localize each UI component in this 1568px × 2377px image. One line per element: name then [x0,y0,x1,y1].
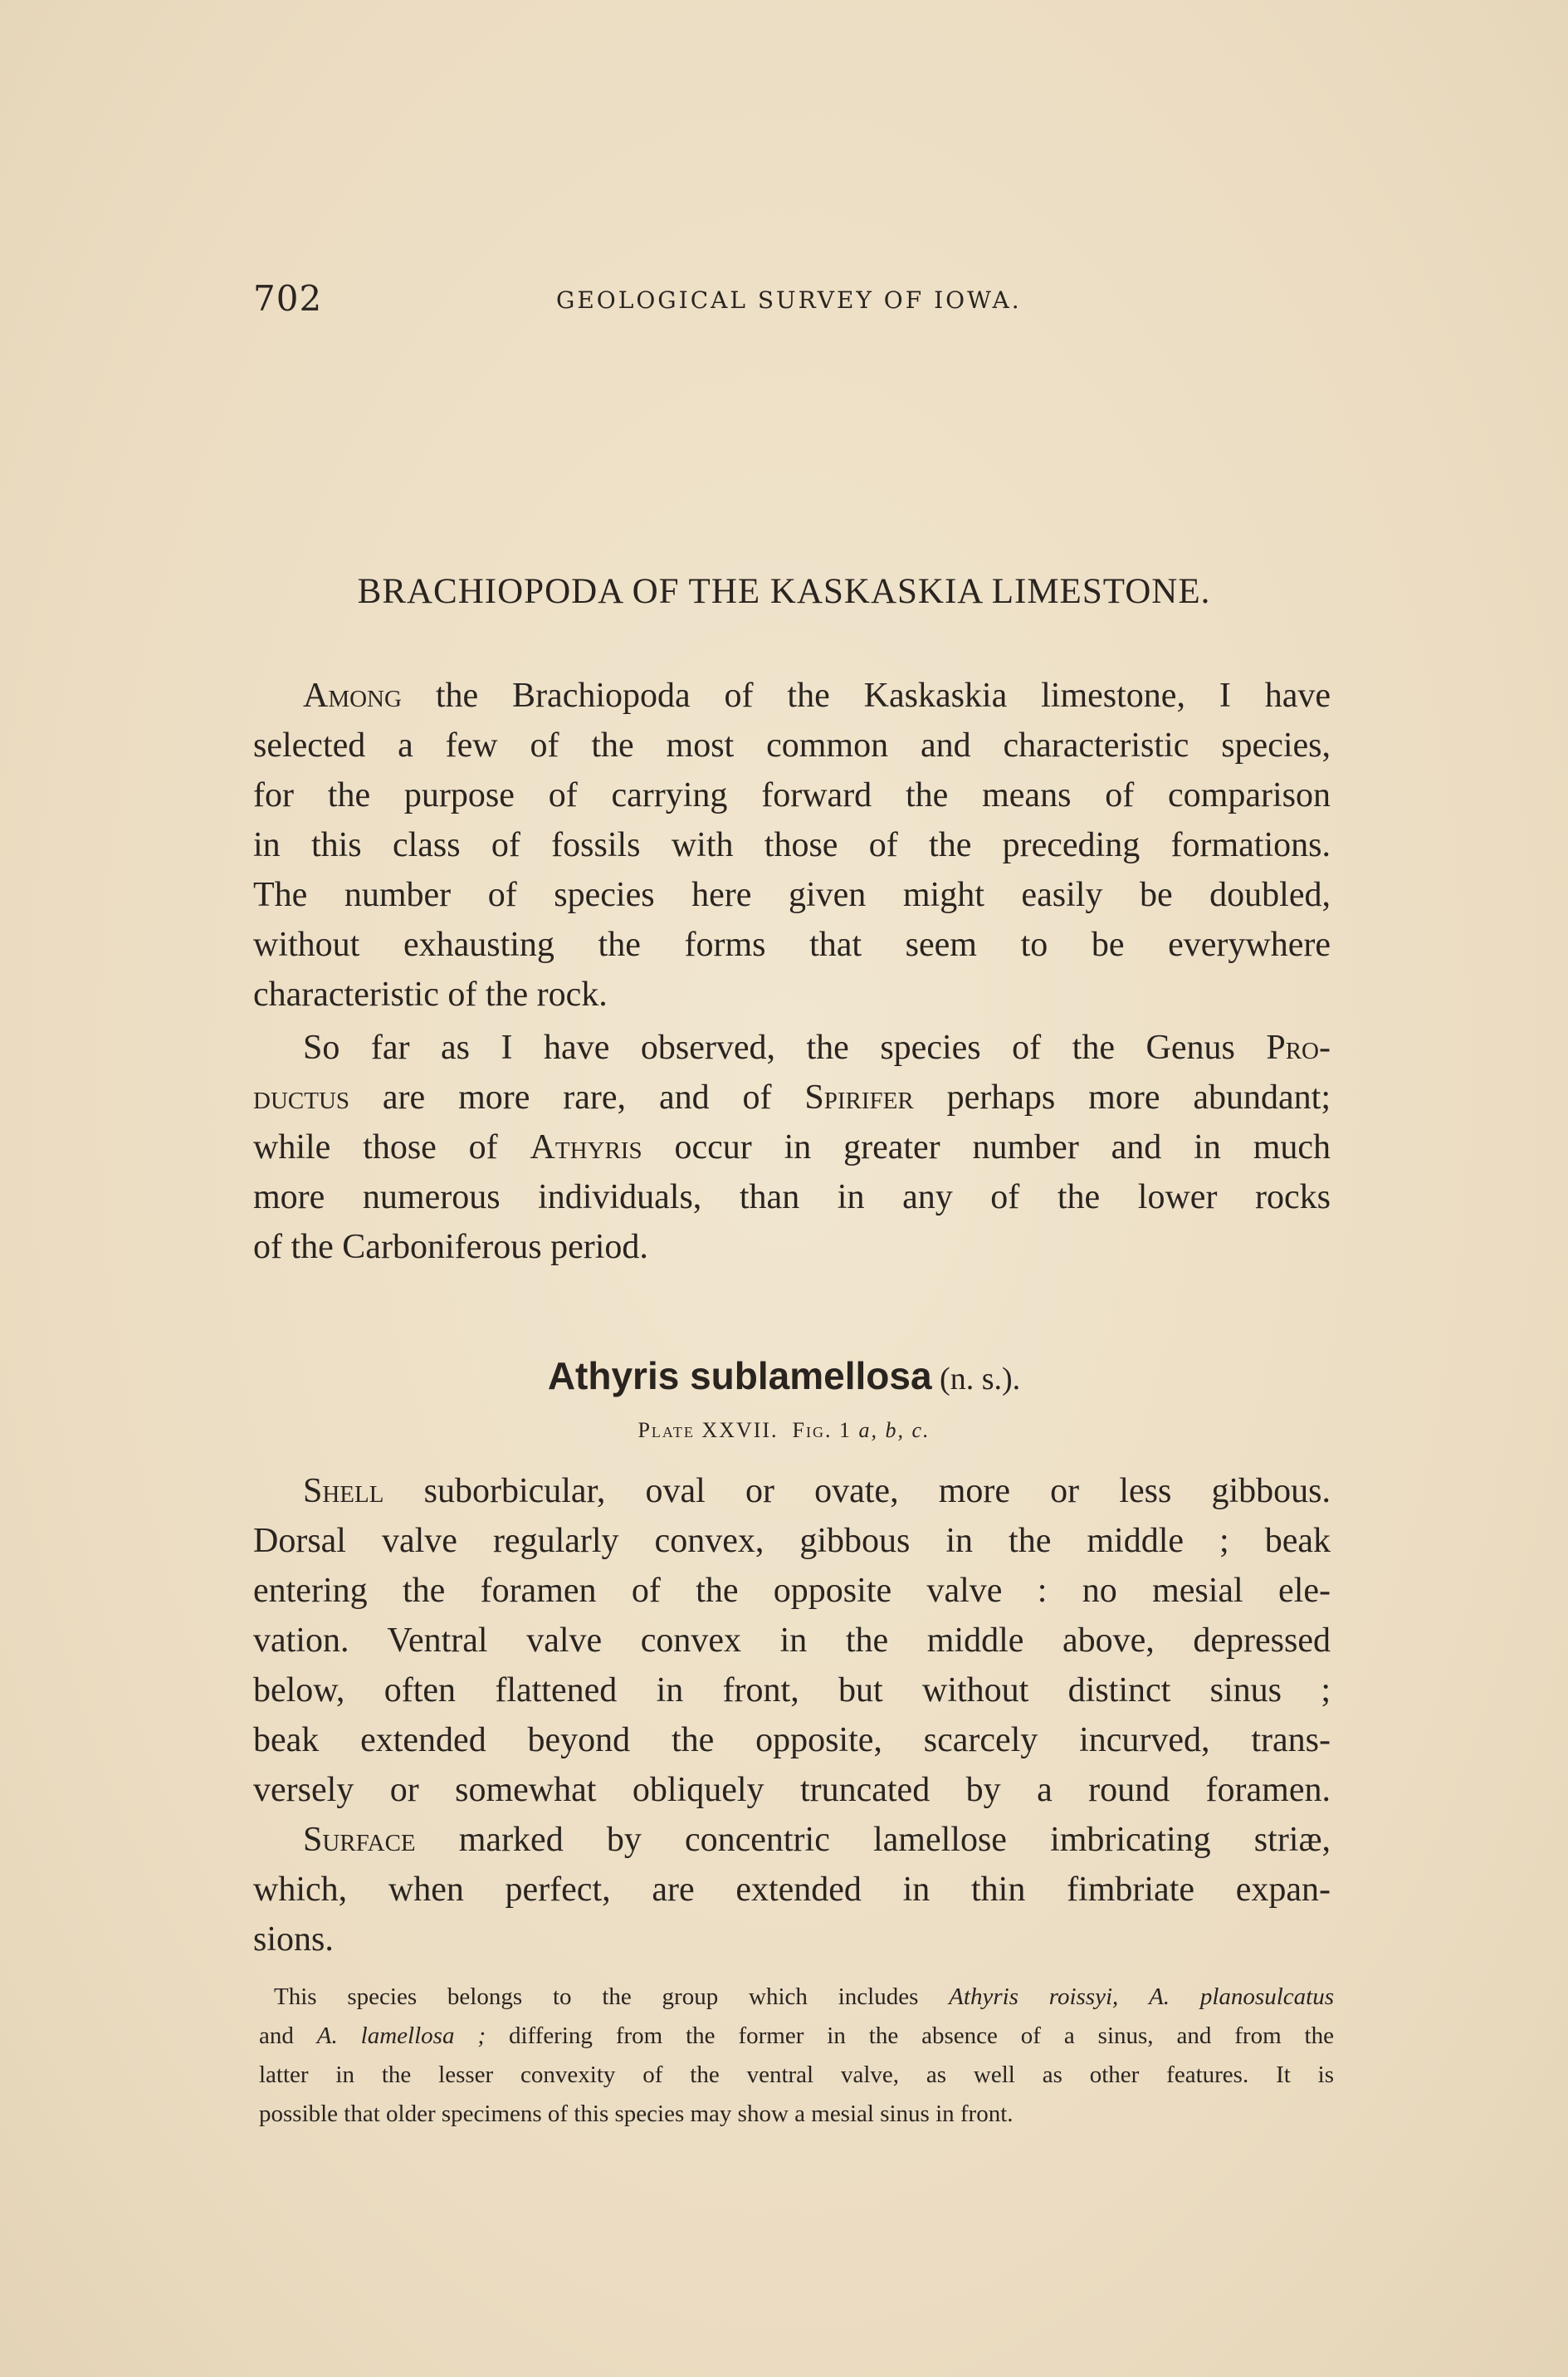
species-reference: A. planosulcatus [1149,1983,1334,2010]
footnote-text [1118,1983,1149,2010]
text-line [253,1815,1331,1865]
genus-name: Spirifer [804,1078,914,1117]
intro-first-word: Among [303,677,402,715]
text-line [253,1023,1331,1073]
species-heading [0,1353,1568,1398]
text-line [253,1466,1331,1516]
shell-first-word: Shell [303,1472,384,1510]
footnote [259,1978,1334,2134]
text-line: entering the foramen of the opposite valve : no mesial ele- [253,1572,1331,1610]
text-line: below, often flattened in front, but without distinct sinus ; [253,1671,1331,1709]
text-line: selected a few of the most common and characteristic species, [253,726,1331,765]
text-line-content: suborbicular, oval or ovate, more or less gibbous. [383,1472,1331,1510]
section-title: BRACHIOPODA OF THE KASKASKIA LIMESTONE. [357,572,1211,611]
text-line: more numerous individuals, than in any of the lower rocks [253,1178,1331,1216]
text-line-content: while those of [253,1128,530,1166]
footnote-line: possible that older specimens of this species may show a mesial sinus in front. [259,2101,1014,2127]
genus-paragraph [253,1023,1331,1272]
footnote-line: latter in the lesser convexity of the ventral valve, as well as other features. It is [259,2062,1334,2088]
text-line-content: occur in greater number and in much [642,1128,1331,1166]
shell-paragraph [253,1466,1331,1815]
text-line: vation. Ventral valve convex in the middle above, depressed [253,1621,1331,1660]
surface-paragraph [253,1815,1331,1964]
fig-label: Fig. 1 [792,1418,852,1442]
genus-name: Athyris [530,1128,642,1166]
text-line: for the purpose of carrying forward the means of comparison [253,776,1331,814]
genus-name: ductus [253,1078,350,1117]
text-line-content: perhaps more abundant; [913,1078,1331,1117]
text-line: sions. [253,1920,334,1959]
footnote-text: and [259,2022,317,2049]
text-line-content: are more rare, and of [349,1078,805,1117]
species-reference: Athyris roissyi, [949,1983,1119,2010]
running-head [253,278,1332,320]
text-line [253,1122,1331,1172]
text-line: characteristic of the rock. [253,976,608,1014]
text-line: which, when perfect, are extended in thin fimbriate expan- [253,1871,1331,1909]
text-line [253,1073,1331,1122]
footnote-line [259,1978,1334,2017]
species-name: Athyris sublamellosa [547,1354,932,1397]
text-line: Dorsal valve regularly convex, gibbous in the middle ; beak [253,1522,1331,1560]
page-number: 702 [253,278,323,319]
text-line-content: the Brachiopoda of the Kaskaskia limestone, I have [401,677,1331,715]
fig-parts: a, b, c. [858,1418,931,1442]
text-line-content: So far as I have observed, the species of the Genus [303,1029,1267,1067]
text-line: The number of species here given might easily be doubled, [253,876,1331,914]
text-line: in this class of fossils with those of the preceding formations. [253,826,1331,864]
text-line: beak extended beyond the opposite, scarcely incurved, trans- [253,1721,1331,1759]
text-line: of the Carboniferous period. [253,1228,648,1266]
species-reference: A. lamellosa ; [316,2022,486,2049]
genus-name: Pro- [1266,1029,1331,1067]
plate-label: Plate XXVII. [637,1418,779,1442]
footnote-text: This species belongs to the group which includes [274,1983,950,2010]
text-line [253,671,1331,721]
plate-reference [0,1418,1568,1443]
footnote-line [259,2017,1334,2056]
surface-first-word: Surface [303,1821,416,1859]
text-line: versely or somewhat obliquely truncated by a round foramen. [253,1771,1331,1809]
species-note: (n. s.). [931,1362,1021,1396]
intro-paragraph [253,671,1331,1020]
text-line-content: marked by concentric lamellose imbricating striæ, [415,1821,1331,1859]
text-line: without exhausting the forms that seem to be everywhere [253,926,1331,964]
running-title: GEOLOGICAL SURVEY OF IOWA. [556,286,1022,314]
footnote-text: differing from the former in the absence of a sinus, and from the [486,2022,1334,2049]
